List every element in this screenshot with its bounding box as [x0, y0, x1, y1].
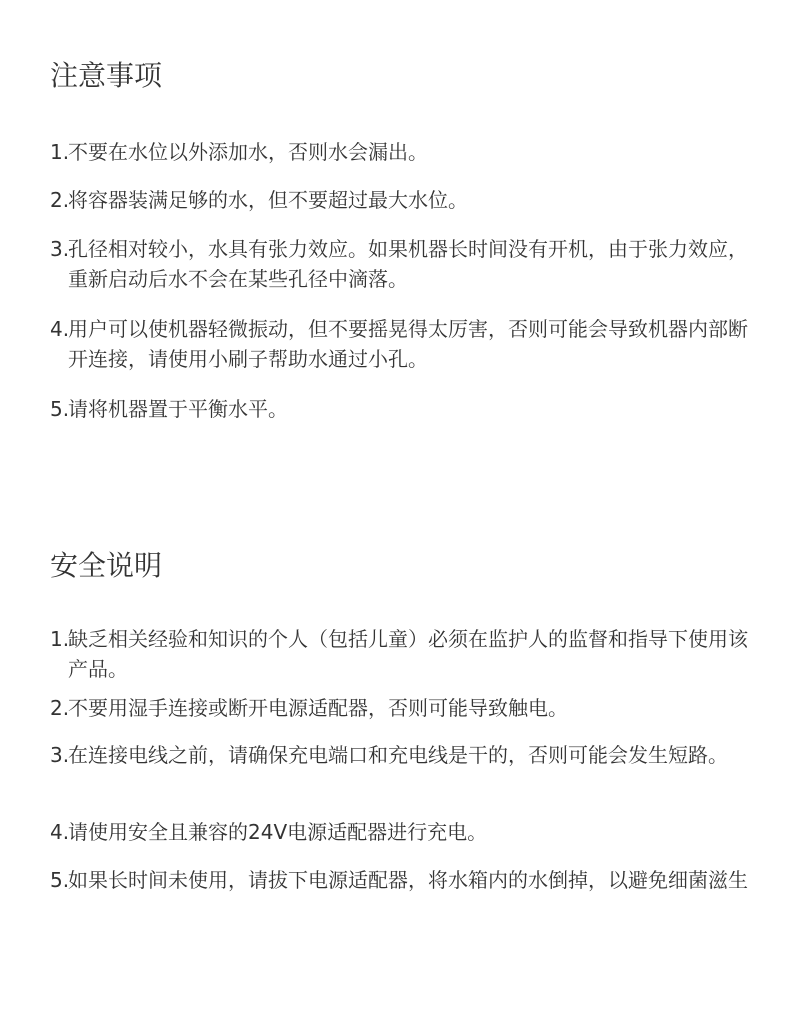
item-text: 不要在水位以外添加水，否则水会漏出。 — [68, 140, 428, 164]
item-number: 2. — [50, 188, 70, 212]
item-text: 如果长时间未使用，请拔下电源适配器，将水箱内的水倒掉，以避免细菌滋生 — [68, 868, 748, 892]
item-number: 4. — [50, 317, 70, 341]
item-text: 在连接电线之前，请确保充电端口和充电线是干的，否则可能会发生短路。 — [68, 743, 728, 767]
safety-section — [50, 548, 750, 948]
safety-title: 安全说明 — [50, 549, 163, 582]
notes-item-1 — [50, 137, 750, 167]
safety-item-2 — [50, 693, 750, 723]
safety-item-4 — [50, 817, 750, 847]
item-number: 5. — [50, 397, 70, 421]
item-text: 缺乏相关经验和知识的个人（包括儿童）必须在监护人的监督和指导下使用该产品。 — [68, 627, 748, 681]
notes-title: 注意事项 — [50, 59, 163, 92]
item-text: 请将机器置于平衡水平。 — [68, 397, 288, 421]
item-number: 5. — [50, 868, 70, 892]
safety-item-5 — [50, 865, 750, 895]
item-text: 将容器装满足够的水，但不要超过最大水位。 — [68, 188, 468, 212]
item-number: 1. — [50, 140, 70, 164]
item-number: 2. — [50, 696, 70, 720]
item-number: 3. — [50, 743, 70, 767]
notes-item-4 — [50, 314, 750, 374]
safety-item-1 — [50, 624, 750, 684]
item-number: 3. — [50, 237, 70, 261]
item-text: 不要用湿手连接或断开电源适配器，否则可能导致触电。 — [68, 696, 568, 720]
item-text: 孔径相对较小，水具有张力效应。如果机器长时间没有开机，由于张力效应，重新启动后水不会在某些孔径中滴落。 — [68, 237, 748, 291]
item-text: 请使用安全且兼容的24V电源适配器进行充电。 — [68, 820, 488, 844]
notes-item-3 — [50, 234, 750, 294]
item-text: 用户可以使机器轻微振动，但不要摇晃得太厉害，否则可能会导致机器内部断开连接，请使用小刷子帮助水通过小孔。 — [68, 317, 748, 371]
notes-item-2 — [50, 185, 750, 215]
item-number: 4. — [50, 820, 70, 844]
item-number: 1. — [50, 627, 70, 651]
notes-item-5 — [50, 394, 750, 424]
safety-item-3 — [50, 740, 750, 770]
notes-section — [50, 58, 750, 438]
